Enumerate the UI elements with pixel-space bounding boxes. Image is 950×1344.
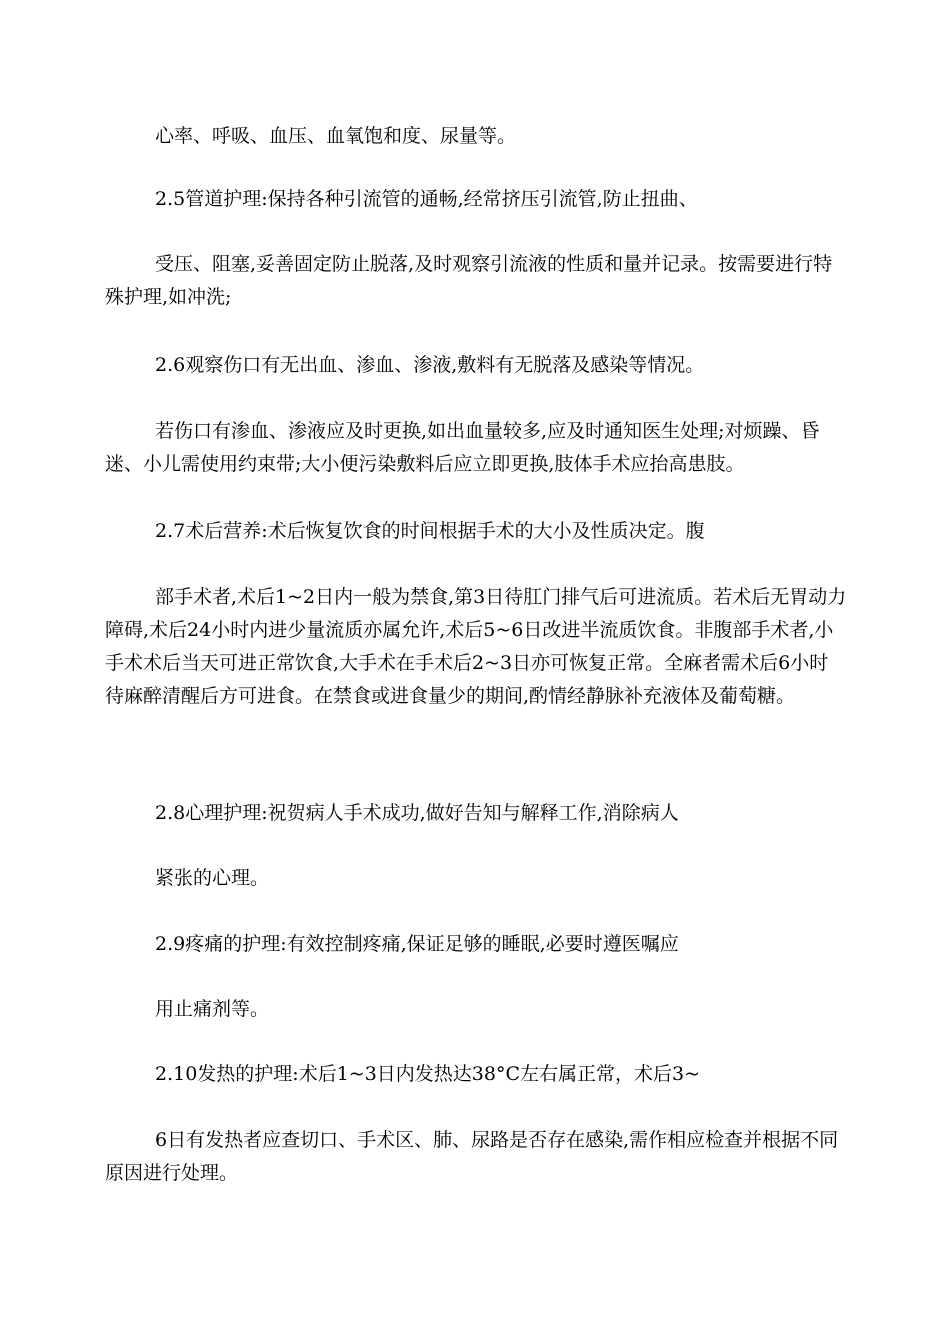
paragraph-vital-signs: 心率、呼吸、血压、血氧饱和度、尿量等。 bbox=[155, 125, 517, 147]
paragraph-2-6-body: 若伤口有渗血、渗液应及时更换,如出血量较多,应及时通知医生处理;对烦躁、昏迷、小儿需使用约束带;大小便污染敷料后应立即更换,肢体手术应抬高患肢。 bbox=[105, 420, 820, 475]
paragraph-2-10-heading: 2.10发热的护理:术后1~3日内发热达38°C左右属正常，术后3~ bbox=[155, 1063, 701, 1085]
paragraph-2-8-body: 紧张的心理。 bbox=[155, 867, 270, 889]
paragraph-2-9-heading: 2.9疼痛的护理:有效控制疼痛,保证足够的睡眠,必要时遵医嘱应 bbox=[155, 933, 679, 955]
paragraph-2-10-body: 6日有发热者应查切口、手术区、肺、尿路是否存在感染,需作相应检查并根据不同原因进行处理。 bbox=[105, 1129, 839, 1184]
paragraph-2-5-heading: 2.5管道护理:保持各种引流管的通畅,经常挤压引流管,防止扭曲、 bbox=[155, 188, 698, 210]
paragraph-2-7-heading: 2.7术后营养:术后恢复饮食的时间根据手术的大小及性质决定。腹 bbox=[155, 520, 705, 542]
paragraph-2-8-heading: 2.8心理护理:祝贺病人手术成功,做好告知与解释工作,消除病人 bbox=[155, 802, 679, 824]
paragraph-2-7-body: 部手术者,术后1~2日内一般为禁食,第3日待肛门排气后可进流质。若术后无胃动力障碍,术后24小时内进少量流质亦属允许,术后5~6日改进半流质饮食。非腹部手术者,小手术术后当天可进正常饮食,大手术在手术后2~3日亦可恢复正常。全麻者需术后6小时待麻醉清醒后方可进食。在禁食或进食量少的期间,酌情经静脉补充液体及葡萄糖。 bbox=[105, 586, 847, 707]
paragraph-2-6-heading: 2.6观察伤口有无出血、渗血、渗液,敷料有无脱落及感染等情况。 bbox=[155, 354, 705, 376]
paragraph-2-5-body: 受压、阻塞,妥善固定防止脱落,及时观察引流液的性质和量并记录。按需要进行特殊护理,如冲洗; bbox=[105, 253, 833, 308]
paragraph-2-9-body: 用止痛剂等。 bbox=[155, 998, 270, 1020]
